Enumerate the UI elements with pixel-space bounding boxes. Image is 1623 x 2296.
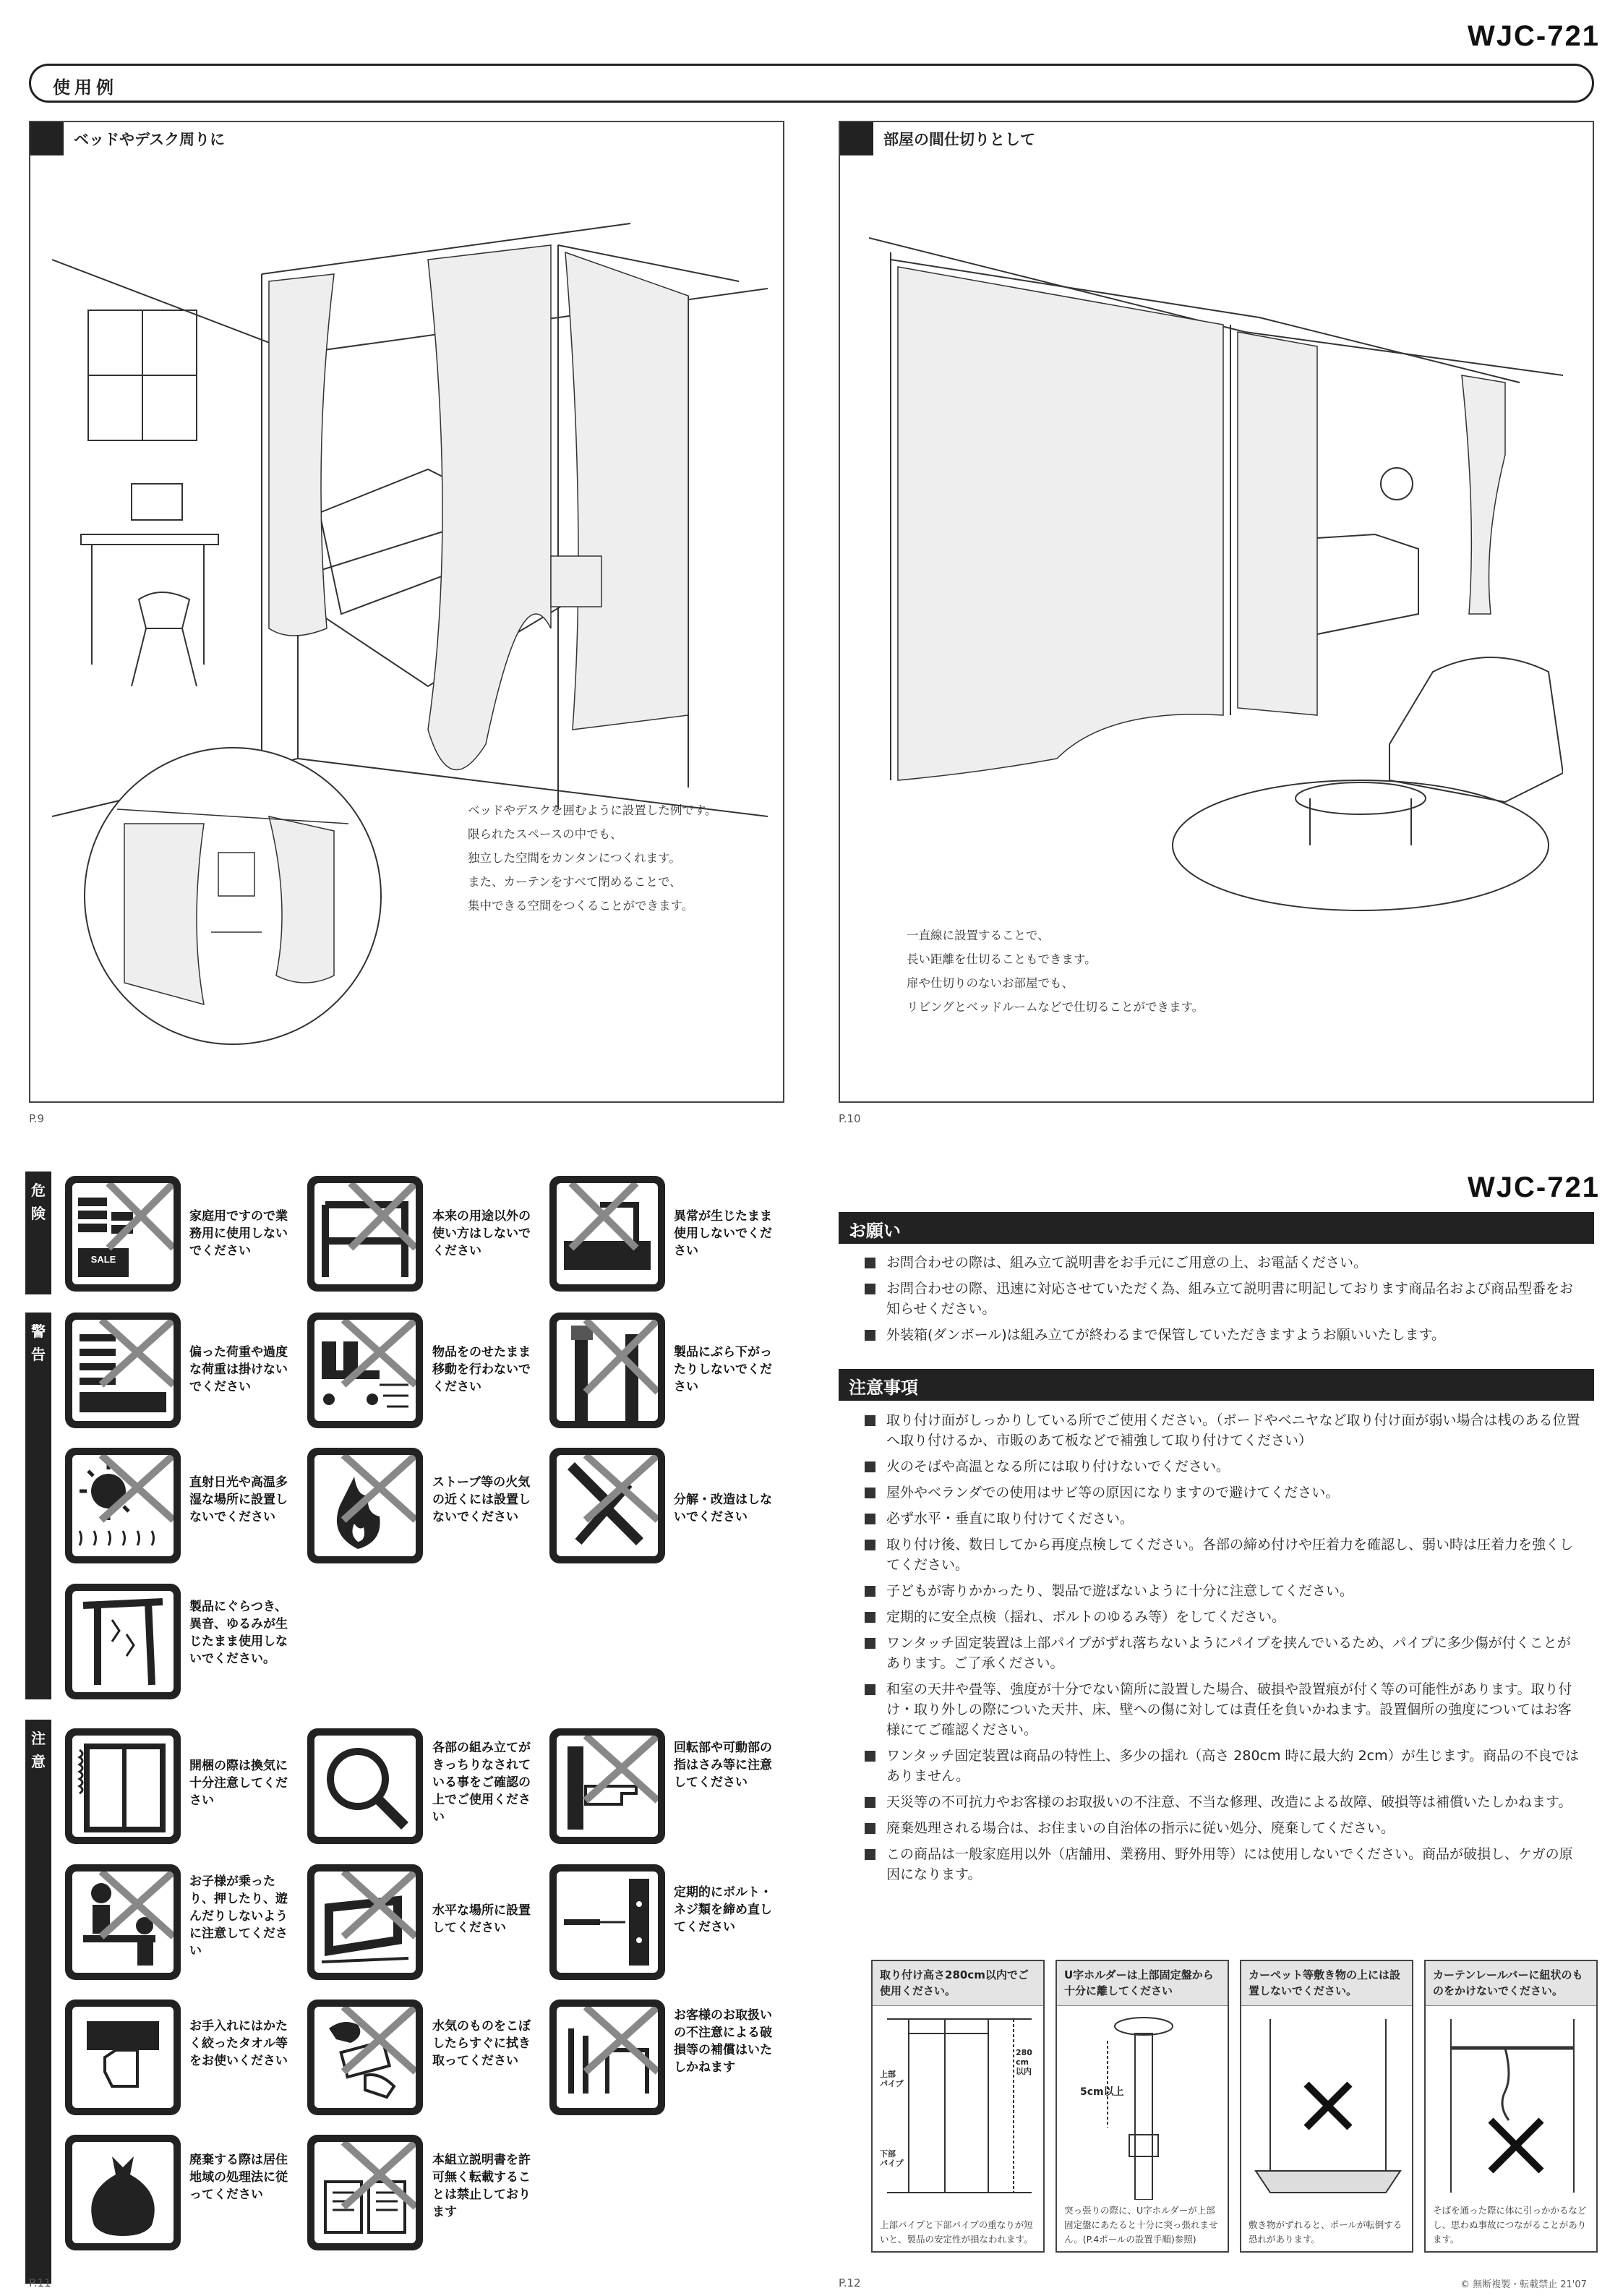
wipe-icon	[307, 2000, 423, 2115]
fire-icon	[307, 1448, 423, 1563]
tools-icon	[549, 1448, 665, 1563]
damaged-box-icon	[549, 1176, 665, 1292]
warning-label-8: ストーブ等の火気の近くには設置しないでください	[432, 1475, 531, 1524]
warning-label-5: 物品をのせたまま移動を行わないでください	[432, 1345, 531, 1394]
upper-pipe-label: 上部 パイプ	[880, 2070, 904, 2088]
caution-box-curtain-rail	[1424, 1960, 1598, 2253]
shelf-store-icon	[65, 1176, 181, 1292]
caution-label-5: 水平な場所に設置してください	[432, 1903, 531, 1935]
notes-list	[860, 1410, 1583, 1890]
caution-box-2-note: 突っ張りの際に、U字ホルダーが上部固定盤にあたると十分に突っ張れません。(P.4ポールの設置手順)参照)	[1064, 2205, 1218, 2245]
request-section-header: お願い	[839, 1212, 1594, 1244]
header-marker	[30, 122, 64, 155]
caution-box-3-note: 敷き物がずれると、ポールが転倒する恐れがあります。	[1249, 2219, 1403, 2245]
note-item: 子どもが寄りかかったり、製品で遊ばないように十分に注意してください。	[860, 1581, 1583, 1601]
request-item: お問合わせの際は、組み立て説明書をお手元にご用意の上、お電話ください。	[860, 1252, 1583, 1273]
caution-label-7: お手入れにはかたく絞ったタオル等をお使いください	[189, 2019, 288, 2068]
copy-icon	[307, 2135, 423, 2250]
hanging-hand-icon	[549, 1313, 665, 1428]
caution-label-9: お客様のお取扱いの不注意による破損等の補償はいたしかねます	[674, 2008, 772, 2075]
page-number-right-top: P.10	[839, 1112, 861, 1125]
note-item: 定期的に安全点検（揺れ、ボルトのゆるみ等）をしてください。	[860, 1607, 1583, 1627]
caution-label-11: 本組立説明書を許可無く転載することは禁止しております	[432, 2153, 531, 2219]
caption-left: ベッドやデスクを囲むように設置した例です。 限られたスペースの中でも、 独立した空間をカンタンにつくれます。 また、カーテンをすべて閉めることで、 集中できる空間をつくることができます。	[468, 803, 717, 913]
panel-bed-desk	[29, 121, 784, 1103]
gap-label: 5cm以上	[1080, 2086, 1124, 2098]
panel-room-divider	[839, 121, 1594, 1103]
page-number-left-top: P.9	[29, 1112, 45, 1125]
carpet-diagram	[1249, 2012, 1408, 2200]
caution-box-holder	[1055, 1960, 1229, 2253]
note-item: 火のそばや高温となる所には取り付けないでください。	[860, 1456, 1583, 1477]
finger-pinch-icon	[549, 1728, 665, 1844]
warning-label-1: 家庭用ですので業務用に使用しないでください	[189, 1209, 288, 1258]
note-item: 屋外やベランダでの使用はサビ等の原因になりますので避けてください。	[860, 1482, 1583, 1503]
warning-label: 警告	[31, 1323, 46, 1363]
note-item: 取り付け後、数日してから再度点検してください。各部の締め付けや圧着力を確認し、弱い時は圧着力を強くしてください。	[860, 1535, 1583, 1575]
caution-box-1-title: 取り付け高さ280cm以内でご使用ください。	[873, 1961, 1043, 2006]
caution-label: 注意	[31, 1730, 46, 1770]
children-icon	[65, 1864, 181, 1980]
warning-label-3: 異常が生じたまま使用しないでください	[674, 1209, 772, 1258]
frame-icon	[307, 1176, 423, 1292]
panel-right-title: 部屋の間仕切りとして	[883, 131, 1035, 148]
caution-label-2: 各部の組み立てがきっちりなされている事をご確認の上でご使用ください	[432, 1741, 531, 1825]
warning-sidebar	[25, 1313, 51, 1699]
caution-box-2-title: U字ホルダーは上部固定盤から十分に離してください	[1057, 1961, 1228, 2006]
warning-label-6: 製品にぶら下がったりしないでください	[674, 1345, 772, 1394]
height-limit-label: 280 cm 以内	[1016, 2048, 1032, 2076]
wobble-icon	[65, 1584, 181, 1699]
garbage-bag-icon	[65, 2135, 181, 2250]
lower-pipe-label: 下部 パイプ	[880, 2149, 904, 2168]
note-item: ワンタッチ固定装置は商品の特性上、多少の揺れ（高さ 280cm 時に最大約 2cm）が生じます。商品の不良ではありません。	[860, 1746, 1583, 1786]
danger-label: 危険	[31, 1182, 46, 1222]
section-title: 使用例	[53, 77, 118, 98]
note-item: 取り付け面がしっかりしている所でご使用ください。（ボードやベニヤなど取り付け面が弱い場合は桟のある位置へ取り付けるか、市販のあて板などで補強して取り付けてください）	[860, 1410, 1583, 1451]
note-item: 天災等の不可抗力やお客様のお取扱いの不注意、不当な修理、改造による故障、破損等は補償いたしかねます。	[860, 1792, 1583, 1812]
panel-right-header	[840, 122, 1035, 155]
sun-heat-icon	[65, 1448, 181, 1563]
caption-right: 一直線に設置することで、 長い距離を仕切ることもできます。 扉や仕切りのないお部屋でも、 リビングとベッドルームなどで仕切ることができます。	[907, 929, 1204, 1014]
header-marker	[840, 122, 873, 155]
overload-icon	[65, 1313, 181, 1428]
sale-sign-text: SALE	[90, 1254, 116, 1265]
caution-box-3-title: カーペット等敷き物の上には設置しないでください。	[1241, 1961, 1412, 2006]
note-item: 和室の天井や畳等、強度が十分でない箇所に設置した場合、破損や設置痕が付く等の可能性があります。取り付け・取り外しの際についた天井、床、壁への傷に対しては責任を負いかねます。設置個所の強度についてはお客様にてご確認ください。	[860, 1679, 1583, 1740]
moving-cart-icon	[307, 1313, 423, 1428]
caution-box-carpet	[1240, 1960, 1413, 2253]
warning-label-2: 本来の用途以外の使い方はしないでください	[432, 1209, 531, 1258]
request-item: 外装箱(ダンボール)は組み立てが終わるまで保管していただきますようお願いいたします。	[860, 1325, 1583, 1345]
note-item: ワンタッチ固定装置は上部パイプがずれ落ちないようにパイプを挟んでいるため、パイプに多少傷が付くことがあります。ご了承ください。	[860, 1633, 1583, 1673]
caution-box-1-note: 上部パイプと下部パイプの重なりが短いと、製品の安定性が損なわれます。	[880, 2219, 1033, 2245]
window-icon	[65, 1728, 181, 1844]
caution-label-1: 開梱の際は換気に十分注意してください	[189, 1759, 288, 1808]
caution-sidebar	[25, 1720, 51, 2284]
caution-label-10: 廃棄する際は居住地域の処理法に従ってください	[189, 2153, 288, 2202]
request-list	[860, 1252, 1583, 1351]
room-divider-illustration	[869, 209, 1563, 932]
desk-area-detail-illustration	[81, 744, 385, 1048]
note-item: 必ず水平・垂直に取り付けてください。	[860, 1508, 1583, 1529]
caution-box-4-note: そばを通った際に体に引っかかるなどし、思わぬ事故につながることがあります。	[1433, 2205, 1587, 2245]
panel-left-header	[30, 122, 225, 155]
caution-label-8: 水気のものをこぼしたらすぐに拭き取ってください	[432, 2019, 531, 2068]
caution-label-3: 回転部や可動部の指はさみ等に注意してください	[674, 1741, 772, 1790]
magnifier-icon	[307, 1728, 423, 1844]
model-number-bottom: WJC-721	[1468, 1172, 1600, 1203]
notes-section-header: 注意事項	[839, 1369, 1594, 1401]
caution-label-6: 定期的にボルト・ネジ類を締め直してください	[674, 1885, 772, 1934]
note-item: この商品は一般家庭用以外（店舗用、業務用、野外用等）には使用しないでください。商品が破損し、ケガの原因になります。	[860, 1844, 1583, 1885]
curtain-rail-diagram	[1433, 2012, 1592, 2200]
note-item: 廃棄処理される場合は、お住まいの自治体の指示に従い処分、廃棄してください。	[860, 1818, 1583, 1838]
section-title-bar	[29, 64, 1594, 103]
copyright-text: © 無断複製・転載禁止 21'07	[1460, 2279, 1587, 2290]
request-item: お問合わせの際、迅速に対応させていただく為、組み立て説明書に明記しております商品名および商品型番をお知らせください。	[860, 1279, 1583, 1319]
warning-label-9: 分解・改造はしないでください	[674, 1493, 772, 1524]
holder-gap-diagram	[1064, 2012, 1223, 2200]
page-number-p12: P.12	[839, 2276, 861, 2289]
warning-label-10: 製品にぐらつき、異音、ゆるみが生じたまま使用しないでください。	[189, 1600, 288, 1666]
danger-sidebar	[25, 1172, 51, 1294]
caution-label-4: お子様が乗ったり、押したり、遊んだりしないように注意してください	[189, 1874, 288, 1958]
repair-tools-icon	[549, 2000, 665, 2115]
page-number-p11: P.11	[29, 2276, 51, 2289]
caution-box-4-title: カーテンレールバーに紐状のものをかけないでください。	[1426, 1961, 1596, 2006]
model-number: WJC-721	[1468, 20, 1600, 52]
warning-label-7: 直射日光や高温多湿な場所に設置しないでください	[189, 1475, 288, 1524]
level-icon	[307, 1864, 423, 1980]
screwdriver-icon	[549, 1864, 665, 1980]
panel-left-title: ベッドやデスク周りに	[74, 131, 226, 148]
caution-box-height	[871, 1960, 1045, 2253]
warning-label-4: 偏った荷重や過度な荷重は掛けないでください	[189, 1345, 288, 1394]
pole-height-diagram	[880, 2012, 1039, 2200]
towel-icon	[65, 2000, 181, 2115]
